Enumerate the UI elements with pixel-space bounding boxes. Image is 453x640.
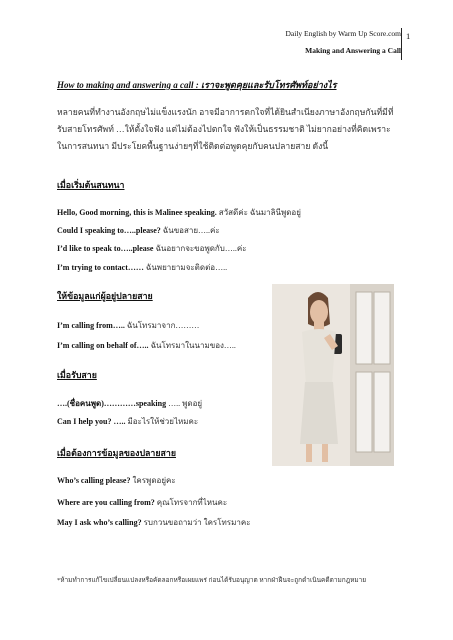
phrase-th: ฉันพยายามจะติดต่อ….. — [145, 263, 228, 272]
phrase-en: Who’s calling please? — [57, 476, 131, 485]
phrase-th: ฉันโทรมาจาก……… — [126, 321, 200, 330]
phrase-en: Where are you calling from? — [57, 498, 155, 507]
phrase-line — [57, 516, 251, 529]
phrase-en: I’d like to speak to…..please — [57, 244, 154, 253]
phrase-th: มีอะไรให้ช่วยไหมคะ — [127, 417, 199, 426]
page-number: 1 — [406, 31, 411, 41]
header-divider — [401, 28, 402, 60]
section-heading-caller-info: เมื่อต้องการข้อมูลของปลายสาย — [57, 448, 176, 458]
document-title: How to making and answering a call : เราจะพูดคุยและรับโทรศัพท์อย่างไร — [57, 80, 337, 90]
phrase-en: May I ask who’s calling? — [57, 518, 142, 527]
phrase-th: ฉันโทรมาในนามของ….. — [150, 341, 236, 350]
phrase-en: Could I speaking to…..please? — [57, 226, 161, 235]
phrase-line — [57, 242, 247, 255]
phrase-th: ฉันขอสาย…..ค่ะ — [162, 226, 220, 235]
phrase-line — [57, 397, 202, 410]
phrase-line — [57, 224, 220, 237]
phrase-en: I’m trying to contact…… — [57, 263, 144, 272]
phrase-en: I’m calling on behalf of….. — [57, 341, 149, 350]
phrase-line — [57, 319, 199, 332]
section-heading-answer: เมื่อรับสาย — [57, 370, 97, 380]
phrase-th: รบกวนขอถามว่า ใครโทรมาคะ — [143, 518, 251, 527]
intro-paragraph: หลายคนที่ทำงานอังกฤษไม่แข็งแรงนัก อาจมีอาการตกใจที่ได้ยินสำเนียงภาษาอังกฤษกันที่มีที่รับสายโทรศัพท์ …ให้ตั้งใจฟัง แต่ไม่ต้องไปตกใจ ฟังให้เป็นธรรมชาติ ไม่ยากอย่างที่คิดเพราะในการสนทนา มีประโยคพื้นฐานง่ายๆที่ใช้ติดต่อพูดคุยกับคนปลายสาย ดังนี้ — [57, 107, 394, 151]
phrase-en: ….(ชื่อคนพูด)…………speaking — [57, 399, 167, 408]
phrase-line — [57, 474, 176, 487]
phrase-th: ….. พูดอยู่ — [168, 399, 203, 408]
phrase-th: คุณโทรจากที่ไหนคะ — [156, 498, 228, 507]
phrase-line — [57, 339, 236, 352]
phrase-en: Hello, Good morning, this is Malinee speaking. — [57, 208, 217, 217]
section-heading-info: ให้ข้อมูลแก่ผู้อยู่ปลายสาย — [57, 291, 153, 301]
section-heading-start: เมื่อเริ่มต้นสนทนา — [57, 180, 125, 190]
phrase-line — [57, 496, 227, 509]
phrase-th: ใครพูดอยู่คะ — [132, 476, 176, 485]
phrase-en: I’m calling from….. — [57, 321, 125, 330]
phrase-th: สวัสดีค่ะ ฉันมาลินีพูดอยู่ — [218, 208, 301, 217]
header-site: Daily English by Warm Up Score.com — [285, 29, 401, 38]
phrase-line — [57, 415, 198, 428]
phrase-th: ฉันอยากจะขอพูดกับ…..ค่ะ — [155, 244, 247, 253]
phrase-line — [57, 261, 227, 274]
phrase-line — [57, 206, 301, 219]
woman-on-phone-photo — [272, 284, 394, 466]
header-doc-title: Making and Answering a Call — [305, 46, 401, 55]
footer-disclaimer: *ห้ามทำการแก้ไขเปลี่ยนแปลงหรือคัดลอกหรือเผยแพร่ ก่อนได้รับอนุญาต หากฝ่าฝืนจะถูกดำเนินคดีตามกฎหมาย — [57, 577, 367, 584]
phrase-en: Can I help you? ….. — [57, 417, 126, 426]
